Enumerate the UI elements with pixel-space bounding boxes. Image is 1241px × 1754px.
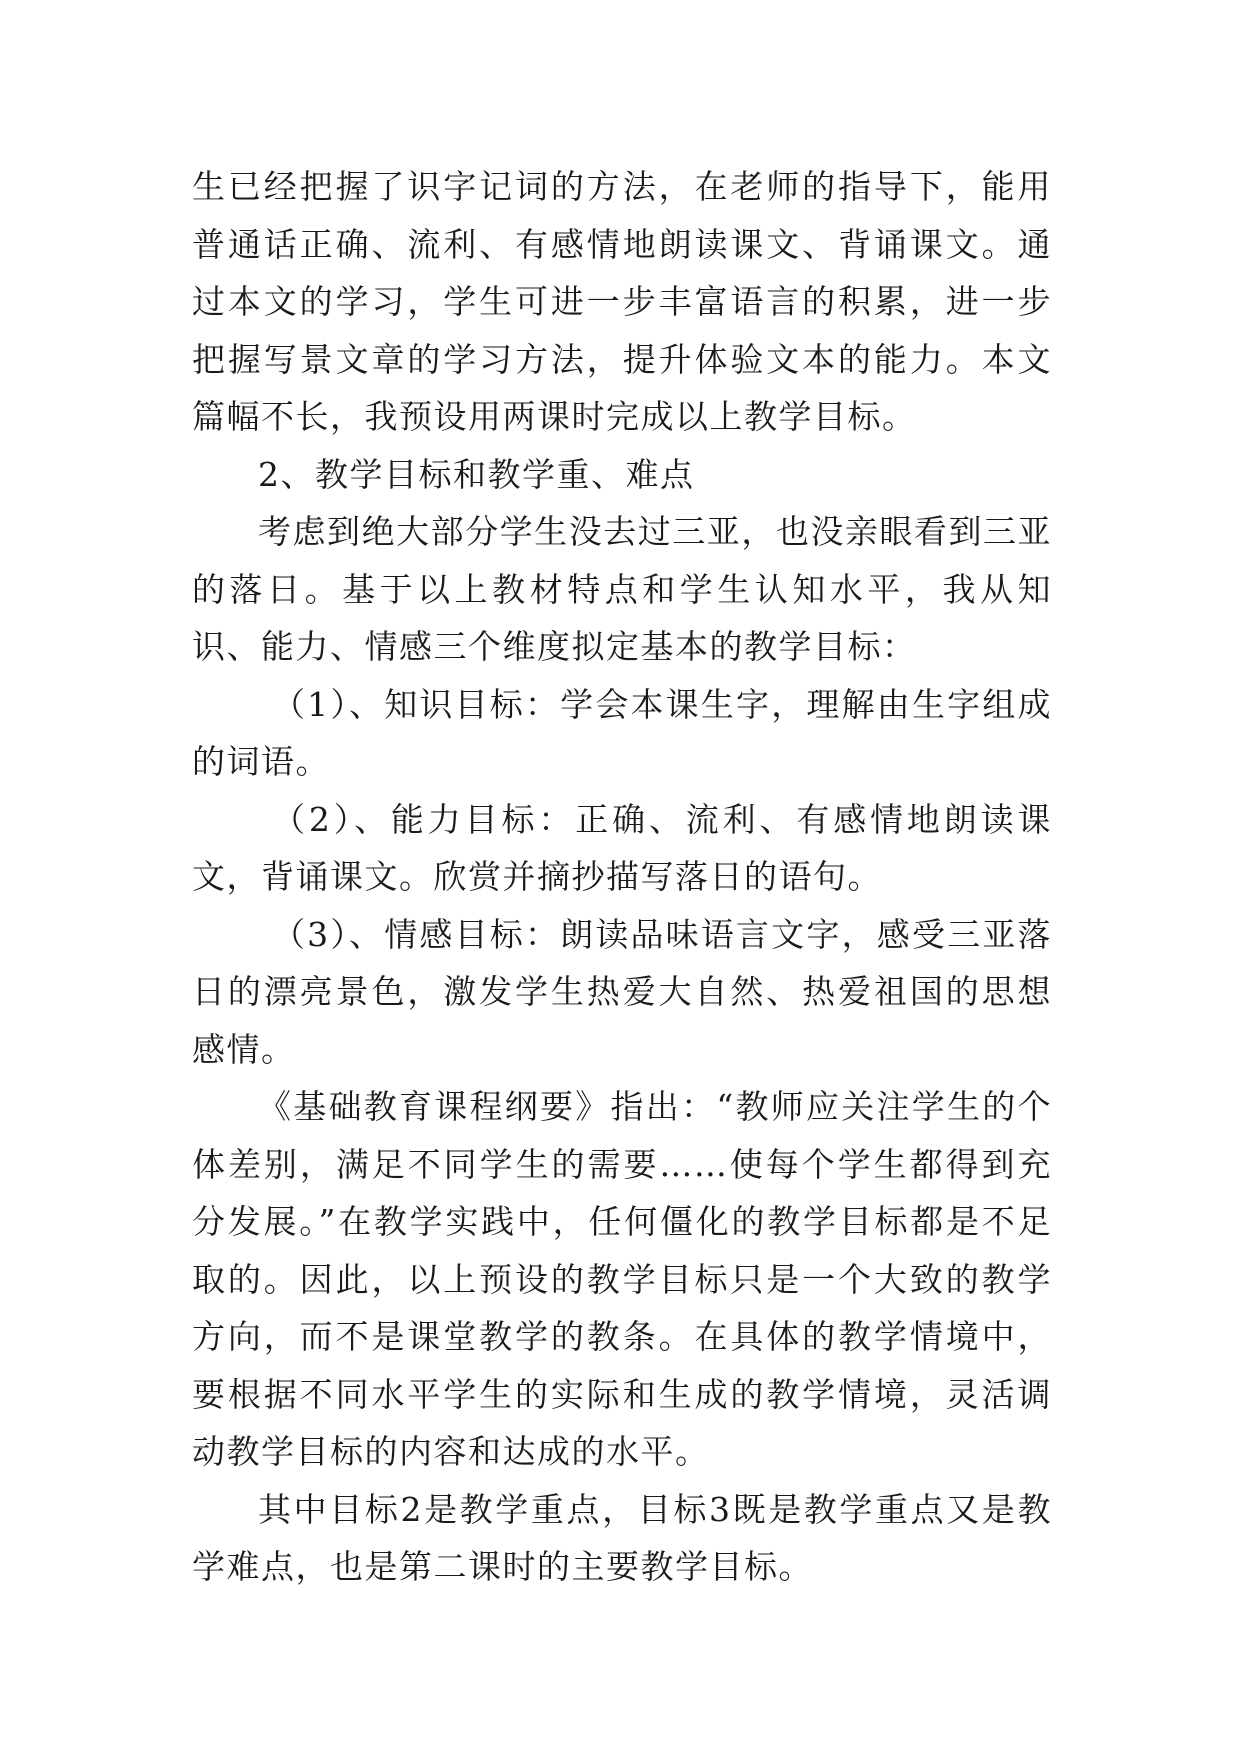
paragraph-goal-knowledge: （1）、知识目标：学会本课生字，理解由生字组成的词语。 bbox=[192, 684, 1052, 781]
document-body bbox=[192, 158, 1052, 1596]
section-heading-goals: 2、教学目标和教学重、难点 bbox=[258, 454, 695, 494]
paragraph-goals-intro: 考虑到绝大部分学生没去过三亚，也没亲眼看到三亚的落日。基于以上教材特点和学生认知水平，我从知识、能力、情感三个维度拟定基本的教学目标： bbox=[192, 512, 1052, 666]
paragraph-goal-emotion: （3）、情感目标：朗读品味语言文字，感受三亚落日的漂亮景色，激发学生热爱大自然、热爱祖国的思想感情。 bbox=[192, 914, 1052, 1069]
paragraph-key-points: 其中目标2是教学重点，目标3既是教学重点又是教学难点，也是第二课时的主要教学目标。 bbox=[192, 1489, 1052, 1586]
paragraph-teaching-analysis-end: 生已经把握了识字记词的方法，在老师的指导下，能用普通话正确、流利、有感情地朗读课文、背诵课文。通过本文的学习，学生可进一步丰富语言的积累，进一步把握写景文章的学习方法，提升体验文本的能力。本文篇幅不长，我预设用两课时完成以上教学目标。 bbox=[192, 167, 1052, 436]
paragraph-goal-ability: （2）、能力目标：正确、流利、有感情地朗读课文，背诵课文。欣赏并摘抄描写落日的语句。 bbox=[192, 799, 1052, 896]
paragraph-curriculum-quote: 《基础教育课程纲要》指出：“教师应关注学生的个体差别，满足不同学生的需要……使每个学生都得到充分发展。”在教学实践中，任何僵化的教学目标都是不足取的。因此，以上预设的教学目标只是一个大致的教学方向，而不是课堂教学的教条。在具体的教学情境中，要根据不同水平学生的实际和生成的教学情境，灵活调动教学目标的内容和达成的水平。 bbox=[192, 1087, 1052, 1471]
